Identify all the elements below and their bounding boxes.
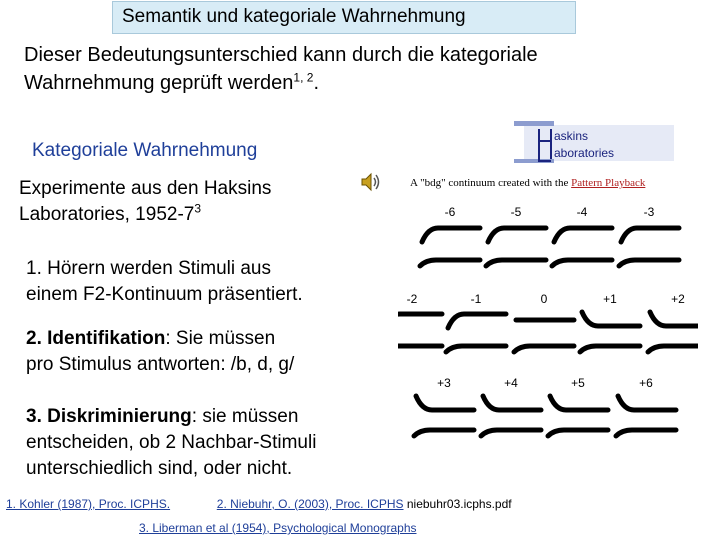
para4-bold: 3. Diskriminierung bbox=[26, 406, 192, 427]
intro-text bbox=[24, 41, 624, 97]
para2-line2: einem F2-Kontinuum präsentiert. bbox=[26, 284, 303, 305]
para1-line1: Experimente aus den Haksins bbox=[19, 178, 272, 199]
pattern-playback-link[interactable]: Pattern Playback bbox=[571, 177, 646, 189]
continuum-label: -4 bbox=[576, 205, 588, 219]
intro-line2: Wahrnehmung geprüft werden bbox=[24, 72, 294, 94]
formant-f2 bbox=[554, 228, 612, 242]
logo-line1: askins bbox=[554, 129, 589, 143]
continuum-label: -5 bbox=[510, 205, 522, 219]
formant-f2 bbox=[416, 396, 474, 410]
paragraph-step1 bbox=[26, 256, 366, 308]
continuum-label: +2 bbox=[671, 292, 685, 306]
formant-f2 bbox=[488, 228, 546, 242]
para4-rest: : sie müssen bbox=[191, 406, 299, 427]
continuum-label: 0 bbox=[540, 292, 548, 306]
paragraph-step2 bbox=[26, 326, 366, 378]
reference-link-2[interactable]: 2. Niebuhr, O. (2003), Proc. ICPHS bbox=[216, 497, 404, 511]
logo-line2: aboratories bbox=[554, 146, 615, 160]
formant-f1 bbox=[616, 430, 676, 436]
intro-footnote-ref[interactable]: 1, 2 bbox=[293, 70, 314, 85]
formant-f1 bbox=[648, 346, 698, 352]
caption-text: A "bdg" continuum created with the bbox=[410, 177, 569, 189]
continuum-label: +3 bbox=[437, 376, 451, 390]
para4-line3: unterschiedlich sind, oder nicht. bbox=[26, 458, 293, 479]
continuum-label: +6 bbox=[639, 376, 653, 390]
formant-f2 bbox=[582, 312, 640, 326]
formant-f2 bbox=[422, 228, 480, 242]
formant-f2 bbox=[550, 396, 608, 410]
para3-rest: : Sie müssen bbox=[165, 328, 276, 349]
formant-f1 bbox=[486, 260, 546, 266]
para1-line2: Laboratories, 1952-7 bbox=[19, 204, 195, 225]
formant-f2 bbox=[448, 314, 506, 328]
formant-f1 bbox=[580, 346, 640, 352]
para3-line2: pro Stimulus antworten: /b, d, g/ bbox=[26, 354, 295, 375]
continuum-label: -3 bbox=[643, 205, 655, 219]
continuum-label: +1 bbox=[603, 292, 617, 306]
formant-f1 bbox=[420, 260, 480, 266]
continuum-label: -1 bbox=[470, 292, 482, 306]
formant-f1 bbox=[552, 260, 612, 266]
formant-f2 bbox=[483, 396, 541, 410]
paragraph-step3 bbox=[26, 404, 376, 482]
formant-f2 bbox=[618, 396, 676, 410]
formant-f1 bbox=[619, 260, 679, 266]
subheading: Kategoriale Wahrnehmung bbox=[32, 140, 258, 161]
figure-caption bbox=[410, 177, 645, 189]
haskins-logo bbox=[514, 119, 674, 165]
formant-f1 bbox=[398, 346, 442, 352]
continuum-label: +4 bbox=[504, 376, 518, 390]
intro-end: . bbox=[313, 72, 319, 94]
para4-line2: entscheiden, ob 2 Nachbar-Stimuli bbox=[26, 432, 317, 453]
formant-f1 bbox=[414, 430, 474, 436]
reference-link-3[interactable]: 3. Liberman et al (1954), Psychological Monographs bbox=[139, 521, 417, 535]
formant-f1 bbox=[548, 430, 608, 436]
intro-line1: Dieser Bedeutungsunterschied kann durch die kategoriale bbox=[24, 44, 538, 66]
spectrogram-continuum bbox=[398, 196, 698, 461]
speaker-icon[interactable] bbox=[360, 172, 382, 192]
reference-link-1[interactable]: 1. Kohler (1987), Proc. ICPHS. bbox=[6, 497, 171, 511]
formant-f2 bbox=[398, 314, 442, 328]
formant-f1 bbox=[514, 346, 574, 352]
references-line2 bbox=[139, 521, 417, 535]
continuum-label: -6 bbox=[444, 205, 456, 219]
slide-title: Semantik und kategoriale Wahrnehmung bbox=[122, 6, 466, 27]
formant-f2 bbox=[650, 312, 698, 326]
formant-f1 bbox=[481, 430, 541, 436]
continuum-label: -2 bbox=[406, 292, 418, 306]
formant-f2 bbox=[621, 228, 679, 242]
references-line1 bbox=[6, 497, 512, 511]
reference-file-2: niebuhr03.icphs.pdf bbox=[406, 497, 512, 511]
para1-footnote-ref[interactable]: 3 bbox=[194, 201, 202, 216]
formant-f1 bbox=[446, 346, 506, 352]
continuum-label: +5 bbox=[571, 376, 585, 390]
para3-bold: 2. Identifikation bbox=[26, 328, 166, 349]
para2-line1: 1. Hörern werden Stimuli aus bbox=[26, 258, 271, 279]
paragraph-experiments bbox=[19, 176, 339, 228]
